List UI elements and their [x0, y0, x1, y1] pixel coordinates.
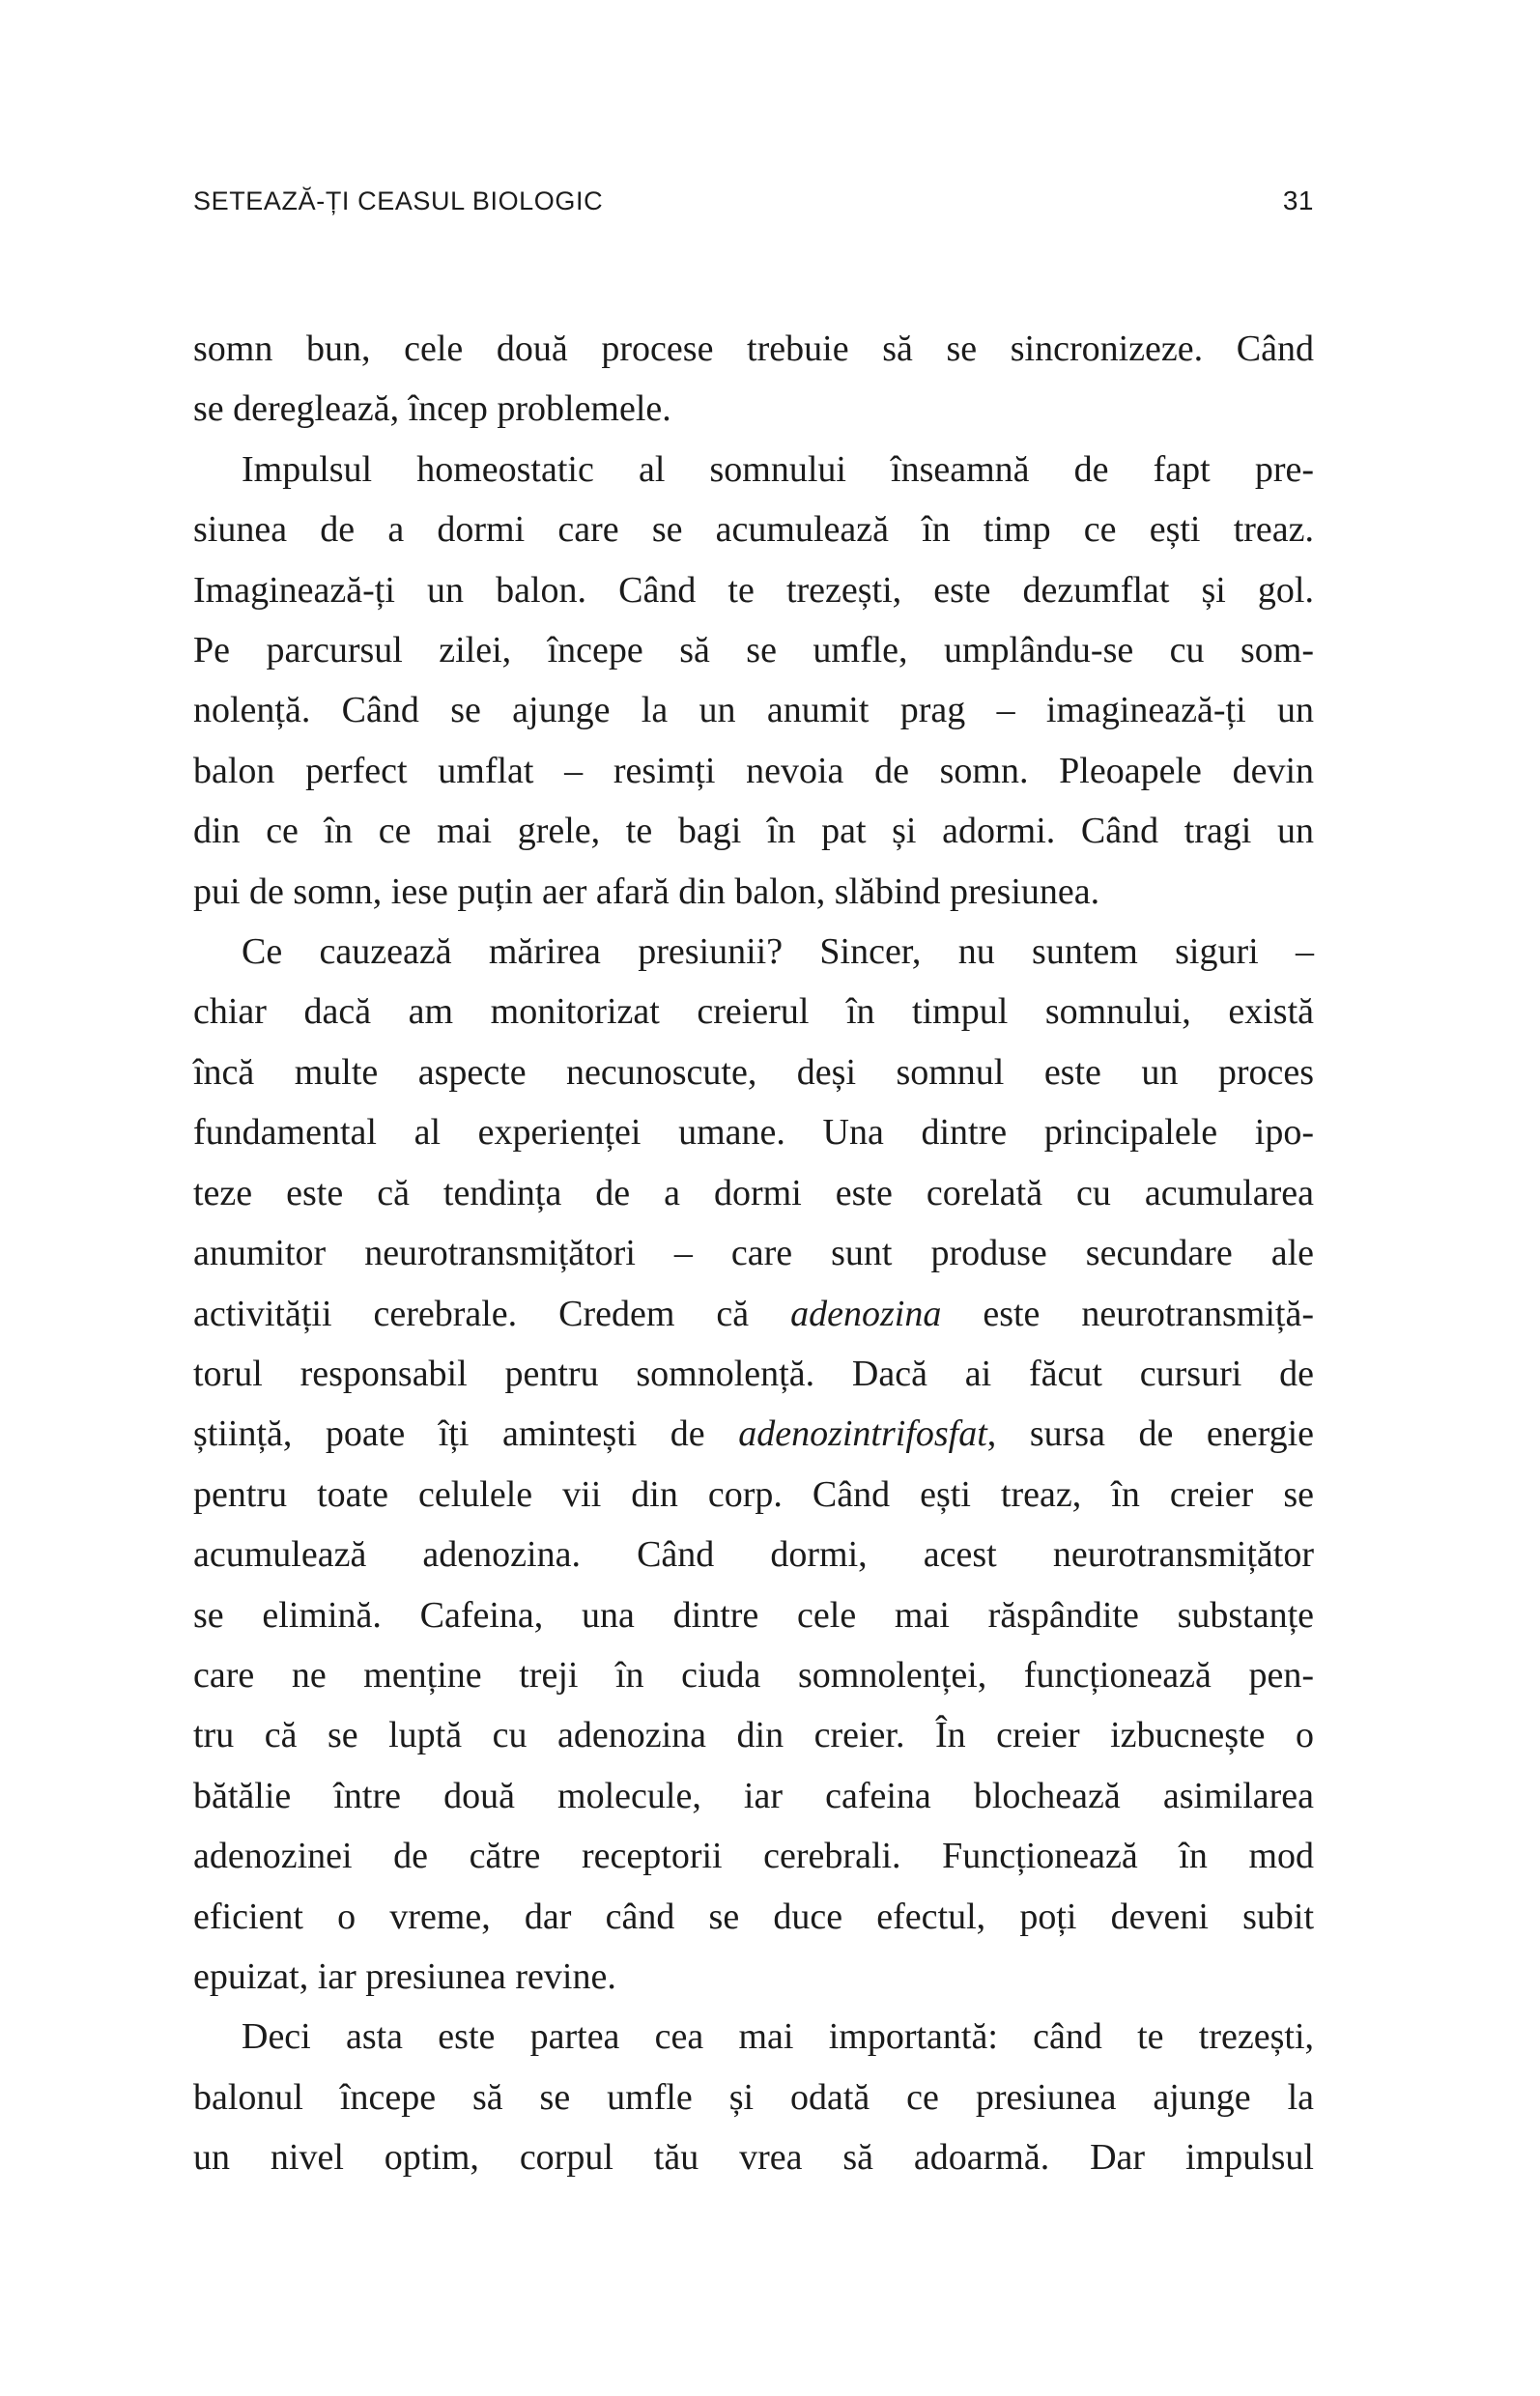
paragraph [193, 2007, 1314, 2187]
text-line: nolență. Când se ajunge la un anumit prag – imaginează-ți un [193, 690, 1314, 731]
text-line: se elimină. Cafeina, una dintre cele mai răspândite substanțe [193, 1594, 1314, 1636]
text-line: Imaginează-ți un balon. Când te trezești, este dezumflat și gol. [193, 569, 1314, 611]
text-line: pui de somn, iese puțin aer afară din balon, slăbind presiunea. [193, 870, 1100, 912]
text-line: un nivel optim, corpul tău vrea să adoarmă. Dar impulsul [193, 2137, 1314, 2179]
running-title: SETEAZĂ-ȚI CEASUL BIOLOGIC [193, 186, 604, 215]
italic-term: adenozintrifosfat [738, 1413, 987, 1455]
text-line: anumitor neurotransmițători – care sunt produse secundare ale [193, 1233, 1314, 1274]
italic-term: adenozina [790, 1293, 942, 1334]
text-line: somn bun, cele două procese trebuie să se sincronizeze. Când [193, 328, 1314, 369]
text-line: bătălie între două molecule, iar cafeina blochează asimilarea [193, 1775, 1314, 1816]
text-line: din ce în ce mai grele, te bagi în pat și adormi. Când tragi un [193, 811, 1314, 852]
paragraph [193, 922, 1314, 2007]
page-number: 31 [1282, 185, 1314, 215]
paragraph [193, 440, 1314, 922]
text-line: știință, poate îți amintești de adenozintrifosfat, sursa de energie [193, 1413, 1314, 1455]
text-line: Impulsul homeostatic al somnului înseamnă de fapt pre- [242, 448, 1314, 490]
text-line: torul responsabil pentru somnolență. Dacă ai făcut cursuri de [193, 1353, 1314, 1394]
text-line: balonul începe să se umfle și odată ce presiunea ajunge la [193, 2076, 1314, 2118]
text-line: chiar dacă am monitorizat creierul în timpul somnului, există [193, 991, 1314, 1033]
text-line: acumulează adenozina. Când dormi, acest neurotransmițător [193, 1534, 1314, 1576]
text-line: teze este că tendința de a dormi este corelată cu acumularea [193, 1172, 1314, 1213]
text-line: Deci asta este partea cea mai importantă: când te trezești, [242, 2016, 1314, 2058]
text-line: epuizat, iar presiunea revine. [193, 1955, 616, 1997]
body-text [193, 319, 1314, 2188]
text-line: siunea de a dormi care se acumulează în timp ce ești treaz. [193, 509, 1314, 551]
text-line: se dereglează, încep problemele. [193, 388, 671, 430]
running-head [193, 185, 1314, 216]
paragraph [193, 319, 1314, 440]
text-line: Pe parcursul zilei, începe să se umfle, umplându-se cu som- [193, 630, 1314, 671]
text-line: eficient o vreme, dar când se duce efectul, poți deveni subit [193, 1896, 1314, 1937]
text-line: care ne menține treji în ciuda somnolenței, funcționează pen- [193, 1654, 1314, 1696]
text-line: încă multe aspecte necunoscute, deși somnul este un proces [193, 1051, 1314, 1093]
text-line: tru că se luptă cu adenozina din creier. În creier izbucnește o [193, 1715, 1314, 1756]
text-line: balon perfect umflat – resimți nevoia de somn. Pleoapele devin [193, 750, 1314, 791]
text-line: fundamental al experienței umane. Una dintre principalele ipo- [193, 1112, 1314, 1154]
text-line: activității cerebrale. Credem că adenozina este neurotransmiță- [193, 1293, 1314, 1334]
text-line: adenozinei de către receptorii cerebrali. Funcționează în mod [193, 1836, 1314, 1877]
text-line: Ce cauzează mărirea presiunii? Sincer, nu suntem siguri – [242, 931, 1314, 973]
text-line: pentru toate celulele vii din corp. Când ești treaz, în creier se [193, 1473, 1314, 1515]
